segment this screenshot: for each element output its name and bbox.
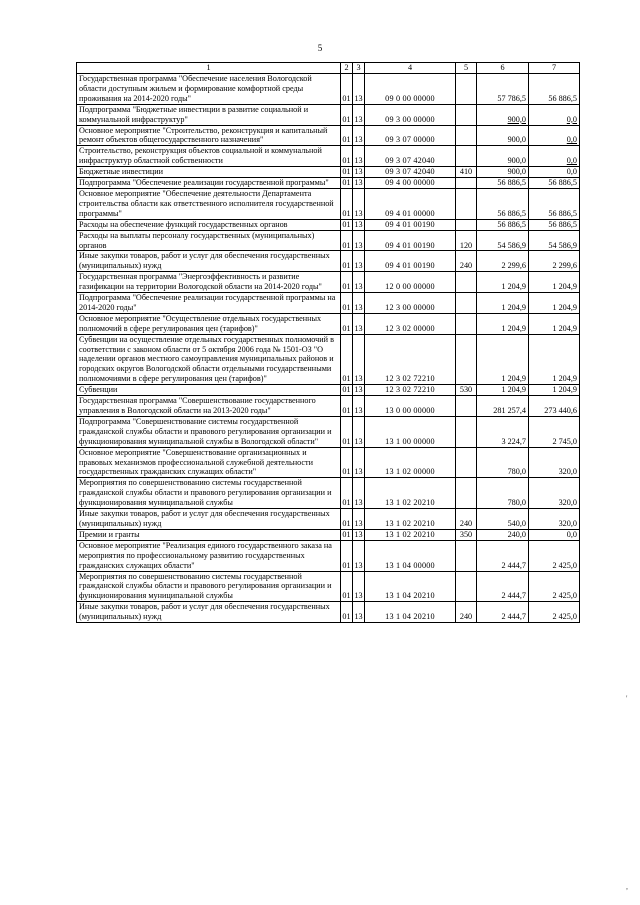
cell-expense-type — [456, 188, 477, 219]
cell-target-article: 12 3 00 00000 — [365, 293, 456, 314]
cell-amount-year1 — [477, 571, 529, 602]
cell-target-article: 09 3 07 42040 — [365, 167, 456, 178]
amount-value: 780,0 — [507, 498, 526, 508]
amount-value: 0,0 — [566, 167, 577, 177]
table-row — [77, 251, 580, 272]
cell-amount-year2 — [529, 74, 580, 105]
cell-target-article: 09 3 07 00000 — [365, 125, 456, 146]
cell-subsection: 13 — [353, 230, 365, 251]
cell-section: 01 — [341, 602, 353, 623]
cell-amount-year1 — [477, 396, 529, 417]
cell-expense-type: 240 — [456, 251, 477, 272]
table-row — [77, 74, 580, 105]
amount-value: 320,0 — [558, 467, 577, 477]
cell-target-article: 09 4 00 00000 — [365, 178, 456, 189]
cell-expense-type — [456, 571, 477, 602]
cell-amount-year2 — [529, 529, 580, 540]
cell-expense-type — [456, 416, 477, 447]
amount-value: 320,0 — [558, 498, 577, 508]
amount-value: 56 886,5 — [497, 219, 526, 229]
cell-section: 01 — [341, 396, 353, 417]
table-row — [77, 146, 580, 167]
table-row — [77, 167, 580, 178]
cell-name: Подпрограмма "Обеспечение реализации государственной программы" — [77, 178, 341, 189]
cell-section: 01 — [341, 447, 353, 478]
table-body — [77, 74, 580, 623]
cell-section: 01 — [341, 313, 353, 334]
table-row — [77, 509, 580, 530]
cell-name: Мероприятия по совершенствованию системы государственной гражданской службы области и правового регулирования организации и функционирования муниципальной службы — [77, 478, 341, 509]
cell-section: 01 — [342, 529, 351, 539]
cell-amount-year2 — [529, 125, 580, 146]
cell-subsection: 13 — [353, 313, 365, 334]
amount-value: 780,0 — [507, 467, 526, 477]
table-row — [77, 447, 580, 478]
amount-value: 2 425,0 — [552, 560, 577, 570]
cell-amount-year2 — [529, 571, 580, 602]
cell-target-article: 13 1 00 00000 — [365, 416, 456, 447]
cell-name: Строительство, реконструкция объектов социальной и коммунальной инфраструктур областной собственности — [77, 146, 341, 167]
cell-expense-type — [456, 74, 477, 105]
margin-tick: ' — [626, 694, 628, 703]
amount-value: 56 886,5 — [548, 93, 577, 103]
cell-amount-year1 — [477, 219, 529, 230]
amount-value: 54 586,9 — [497, 240, 526, 250]
amount-value: 54 586,9 — [548, 240, 577, 250]
cell-name: Подпрограмма "Бюджетные инвестиции в развитие социальной и коммунальной инфраструктур" — [77, 104, 341, 125]
amount-value: 56 886,5 — [548, 219, 577, 229]
amount-value: 1 204,9 — [552, 385, 577, 395]
amount-value: 2 299,6 — [501, 261, 526, 271]
cell-subsection: 13 — [353, 251, 365, 272]
header-col-5: 5 — [456, 63, 477, 74]
cell-subsection: 13 — [353, 334, 365, 385]
margin-tick: , — [626, 882, 628, 891]
cell-amount-year1 — [477, 602, 529, 623]
table-row — [77, 571, 580, 602]
table-row — [77, 416, 580, 447]
cell-name: Основное мероприятие "Реализация единого государственного заказа на мероприятия по профессиональному развитию государственных гражданских служащих области" — [77, 540, 341, 571]
cell-amount-year1 — [477, 540, 529, 571]
cell-section: 01 — [341, 509, 353, 530]
cell-subsection: 13 — [353, 571, 365, 602]
cell-target-article: 13 1 04 00000 — [365, 540, 456, 571]
cell-amount-year2 — [529, 478, 580, 509]
cell-amount-year2 — [529, 385, 580, 396]
cell-amount-year1 — [477, 478, 529, 509]
cell-section: 01 — [341, 416, 353, 447]
amount-value: 2 444,7 — [501, 612, 526, 622]
cell-target-article: 09 0 00 00000 — [365, 74, 456, 105]
amount-value: 3 224,7 — [501, 436, 526, 446]
amount-value: 1 204,9 — [552, 302, 577, 312]
cell-target-article: 13 1 04 20210 — [365, 602, 456, 623]
cell-section: 01 — [341, 104, 353, 125]
table-row — [77, 104, 580, 125]
cell-amount-year2 — [529, 447, 580, 478]
cell-target-article: 13 1 02 20210 — [365, 509, 456, 530]
amount-value: 0,0 — [566, 529, 577, 539]
header-row — [77, 63, 580, 74]
cell-target-article: 12 3 02 00000 — [365, 313, 456, 334]
cell-target-article: 13 1 02 00000 — [365, 447, 456, 478]
amount-value: 56 886,5 — [497, 178, 526, 188]
cell-amount-year1 — [477, 272, 529, 293]
header-col-3: 3 — [353, 63, 365, 74]
header-col-4: 4 — [365, 63, 456, 74]
cell-expense-type — [456, 146, 477, 167]
amount-value: 2 444,7 — [501, 560, 526, 570]
amount-value: 0,0 — [566, 135, 577, 145]
cell-subsection: 13 — [353, 509, 365, 530]
cell-subsection: 13 — [353, 396, 365, 417]
cell-section: 01 — [342, 385, 351, 395]
cell-name: Основное мероприятие "Обеспечение деятельности Департамента строительства области как ответственного исполнителя государственной программы" — [77, 188, 341, 219]
cell-section: 01 — [341, 293, 353, 314]
table-row — [77, 188, 580, 219]
cell-name: Основное мероприятие "Осуществление отдельных государственных полномочий в сфере регулирования цен (тарифов)" — [77, 313, 341, 334]
cell-amount-year2 — [529, 104, 580, 125]
header-col-6: 6 — [477, 63, 529, 74]
cell-section: 01 — [341, 74, 353, 105]
cell-amount-year1 — [477, 230, 529, 251]
cell-target-article: 12 3 02 72210 — [365, 334, 456, 385]
amount-value: 2 745,0 — [552, 436, 577, 446]
cell-amount-year2 — [529, 272, 580, 293]
cell-amount-year1 — [477, 529, 529, 540]
cell-target-article: 09 4 01 00190 — [365, 251, 456, 272]
cell-subsection: 13 — [353, 188, 365, 219]
cell-amount-year2 — [529, 334, 580, 385]
header-col-7: 7 — [529, 63, 580, 74]
amount-value: 56 886,5 — [548, 178, 577, 188]
table-row — [77, 385, 580, 396]
cell-amount-year1 — [477, 385, 529, 396]
cell-subsection: 13 — [354, 385, 363, 395]
table-row — [77, 396, 580, 417]
cell-name: Иные закупки товаров, работ и услуг для обеспечения государственных (муниципальных) нужд — [77, 251, 341, 272]
amount-value: 281 257,4 — [493, 406, 526, 415]
amount-value: 2 299,6 — [552, 261, 577, 271]
table-row — [77, 219, 580, 230]
cell-name: Подпрограмма "Совершенствование системы государственной гражданской службы области и правового регулирования организации и функционирования муниципальной службы в Вологодской области" — [77, 416, 341, 447]
cell-amount-year2 — [529, 230, 580, 251]
cell-amount-year1 — [477, 74, 529, 105]
cell-name: Расходы на обеспечение функций государственных органов — [77, 219, 341, 230]
amount-value: 900,0 — [507, 167, 526, 177]
cell-subsection: 13 — [353, 74, 365, 105]
table-row — [77, 602, 580, 623]
cell-amount-year2 — [529, 416, 580, 447]
cell-section: 01 — [342, 178, 351, 188]
cell-name: Субвенции на осуществление отдельных государственных полномочий в соответствии с законом области от 5 октября 2006 года № 1501-ОЗ "О наделении органов местного самоуправления муниципальных районов и городских округов Вологодской области отдельными государственными полномочиями в сфере регулирования цен (тарифов)" — [77, 334, 341, 385]
amount-value: 240,0 — [507, 529, 526, 539]
amount-value: 273 440,6 — [544, 406, 577, 415]
cell-amount-year1 — [477, 447, 529, 478]
cell-name: Основное мероприятие "Строительство, реконструкция и капитальный ремонт объектов общегосударственного назначения" — [77, 125, 341, 146]
cell-amount-year2 — [529, 602, 580, 623]
cell-amount-year2 — [529, 146, 580, 167]
amount-value: 0,0 — [566, 114, 577, 124]
table-row — [77, 230, 580, 251]
cell-expense-type — [456, 178, 477, 189]
table-row — [77, 293, 580, 314]
amount-value: 320,0 — [558, 518, 577, 528]
cell-amount-year1 — [477, 167, 529, 178]
cell-expense-type: 410 — [456, 167, 477, 178]
cell-name: Бюджетные инвестиции — [77, 167, 341, 178]
amount-value: 2 444,7 — [501, 591, 526, 601]
amount-value: 57 786,5 — [497, 93, 526, 103]
cell-target-article: 13 0 00 00000 — [365, 396, 456, 417]
cell-amount-year1 — [477, 416, 529, 447]
cell-expense-type — [456, 334, 477, 385]
cell-expense-type — [456, 293, 477, 314]
cell-target-article: 12 0 00 00000 — [365, 272, 456, 293]
cell-section: 01 — [342, 219, 351, 229]
cell-subsection: 13 — [353, 104, 365, 125]
cell-subsection: 13 — [353, 478, 365, 509]
cell-section: 01 — [341, 540, 353, 571]
table-row — [77, 178, 580, 189]
cell-name: Расходы на выплаты персоналу государственных (муниципальных) органов — [77, 230, 341, 251]
cell-target-article: 13 1 02 20210 — [365, 529, 456, 540]
cell-target-article: 12 3 02 72210 — [365, 385, 456, 396]
header-col-2: 2 — [341, 63, 353, 74]
amount-value: 1 204,9 — [552, 374, 577, 384]
cell-subsection: 13 — [353, 540, 365, 571]
cell-expense-type: 240 — [456, 602, 477, 623]
cell-subsection: 13 — [353, 125, 365, 146]
cell-section: 01 — [341, 272, 353, 293]
amount-value: 0,0 — [566, 156, 577, 166]
cell-expense-type: 530 — [456, 385, 477, 396]
cell-amount-year2 — [529, 167, 580, 178]
cell-section: 01 — [341, 188, 353, 219]
cell-section: 01 — [342, 167, 351, 177]
cell-subsection: 13 — [353, 602, 365, 623]
cell-amount-year2 — [529, 396, 580, 417]
cell-amount-year2 — [529, 251, 580, 272]
cell-subsection: 13 — [354, 529, 363, 539]
cell-subsection: 13 — [353, 447, 365, 478]
amount-value: 1 204,9 — [501, 323, 526, 333]
cell-amount-year1 — [477, 509, 529, 530]
cell-target-article: 09 4 01 00190 — [365, 219, 456, 230]
cell-section: 01 — [341, 230, 353, 251]
table-row — [77, 478, 580, 509]
cell-target-article: 09 4 01 00190 — [365, 230, 456, 251]
cell-expense-type — [456, 125, 477, 146]
amount-value: 1 204,9 — [501, 374, 526, 384]
cell-amount-year1 — [477, 146, 529, 167]
cell-name: Иные закупки товаров, работ и услуг для обеспечения государственных (муниципальных) нужд — [77, 602, 341, 623]
page-number: 5 — [317, 43, 323, 53]
cell-section: 01 — [341, 571, 353, 602]
cell-expense-type — [456, 540, 477, 571]
cell-target-article: 13 1 04 20210 — [365, 571, 456, 602]
budget-table — [76, 62, 580, 623]
table-row — [77, 334, 580, 385]
cell-amount-year2 — [529, 188, 580, 219]
cell-subsection: 13 — [353, 146, 365, 167]
cell-target-article: 13 1 02 20210 — [365, 478, 456, 509]
cell-amount-year1 — [477, 188, 529, 219]
cell-name: Подпрограмма "Обеспечение реализации государственной программы на 2014-2020 годы" — [77, 293, 341, 314]
amount-value: 56 886,5 — [548, 208, 577, 218]
amount-value: 2 425,0 — [552, 591, 577, 601]
cell-amount-year1 — [477, 293, 529, 314]
header-col-1: 1 — [77, 63, 341, 74]
cell-name: Государственная программа "Обеспечение населения Вологодской области доступным жильем и формирование комфортной среды проживания на 2014-2020 годы" — [77, 74, 341, 105]
cell-expense-type: 120 — [456, 230, 477, 251]
table-row — [77, 272, 580, 293]
cell-amount-year1 — [477, 313, 529, 334]
cell-subsection: 13 — [353, 416, 365, 447]
amount-value: 900,0 — [507, 135, 526, 145]
cell-expense-type: 240 — [456, 509, 477, 530]
cell-amount-year1 — [477, 104, 529, 125]
amount-value: 900,0 — [507, 114, 526, 124]
table-row — [77, 313, 580, 334]
cell-amount-year2 — [529, 540, 580, 571]
cell-subsection: 13 — [353, 272, 365, 293]
table-row — [77, 125, 580, 146]
cell-expense-type — [456, 447, 477, 478]
cell-expense-type: 350 — [456, 529, 477, 540]
cell-section: 01 — [341, 146, 353, 167]
cell-amount-year2 — [529, 219, 580, 230]
cell-subsection: 13 — [353, 293, 365, 314]
cell-target-article: 09 4 01 00000 — [365, 188, 456, 219]
amount-value: 1 204,9 — [501, 302, 526, 312]
cell-expense-type — [456, 396, 477, 417]
amount-value: 1 204,9 — [552, 323, 577, 333]
cell-amount-year2 — [529, 293, 580, 314]
cell-section: 01 — [341, 334, 353, 385]
amount-value: 1 204,9 — [552, 282, 577, 292]
cell-expense-type — [456, 272, 477, 293]
cell-amount-year2 — [529, 313, 580, 334]
cell-expense-type — [456, 219, 477, 230]
cell-amount-year1 — [477, 251, 529, 272]
cell-section: 01 — [341, 251, 353, 272]
cell-amount-year2 — [529, 509, 580, 530]
amount-value: 900,0 — [507, 156, 526, 166]
cell-name: Государственная программа "Совершенствование государственного управления в Вологодской области на 2013-2020 годы" — [77, 396, 341, 417]
cell-section: 01 — [341, 478, 353, 509]
cell-expense-type — [456, 104, 477, 125]
cell-name: Мероприятия по совершенствованию системы государственной гражданской службы области и правового регулирования организации и функционирования муниципальной службы — [77, 571, 341, 602]
cell-section: 01 — [341, 125, 353, 146]
table-row — [77, 540, 580, 571]
cell-name: Субвенции — [77, 385, 341, 396]
cell-target-article: 09 3 07 42040 — [365, 146, 456, 167]
cell-expense-type — [456, 478, 477, 509]
cell-name: Основное мероприятие "Совершенствование организационных и правовых механизмов профессиональной служебной деятельности государственных гражданских служащих области" — [77, 447, 341, 478]
cell-subsection: 13 — [354, 178, 363, 188]
amount-value: 2 425,0 — [552, 612, 577, 622]
amount-value: 1 204,9 — [501, 282, 526, 292]
cell-target-article: 09 3 00 00000 — [365, 104, 456, 125]
amount-value: 540,0 — [507, 518, 526, 528]
amount-value: 56 886,5 — [497, 208, 526, 218]
amount-value: 1 204,9 — [501, 385, 526, 395]
table-row — [77, 529, 580, 540]
cell-amount-year1 — [477, 178, 529, 189]
cell-amount-year2 — [529, 178, 580, 189]
cell-amount-year1 — [477, 125, 529, 146]
cell-expense-type — [456, 313, 477, 334]
cell-name: Премии и гранты — [77, 529, 341, 540]
cell-name: Иные закупки товаров, работ и услуг для обеспечения государственных (муниципальных) нужд — [77, 509, 341, 530]
cell-amount-year1 — [477, 334, 529, 385]
cell-subsection: 13 — [354, 167, 363, 177]
cell-name: Государственная программа "Энергоэффективность и развитие газификации на территории Вологодской области на 2014-2020 годы" — [77, 272, 341, 293]
cell-subsection: 13 — [354, 219, 363, 229]
